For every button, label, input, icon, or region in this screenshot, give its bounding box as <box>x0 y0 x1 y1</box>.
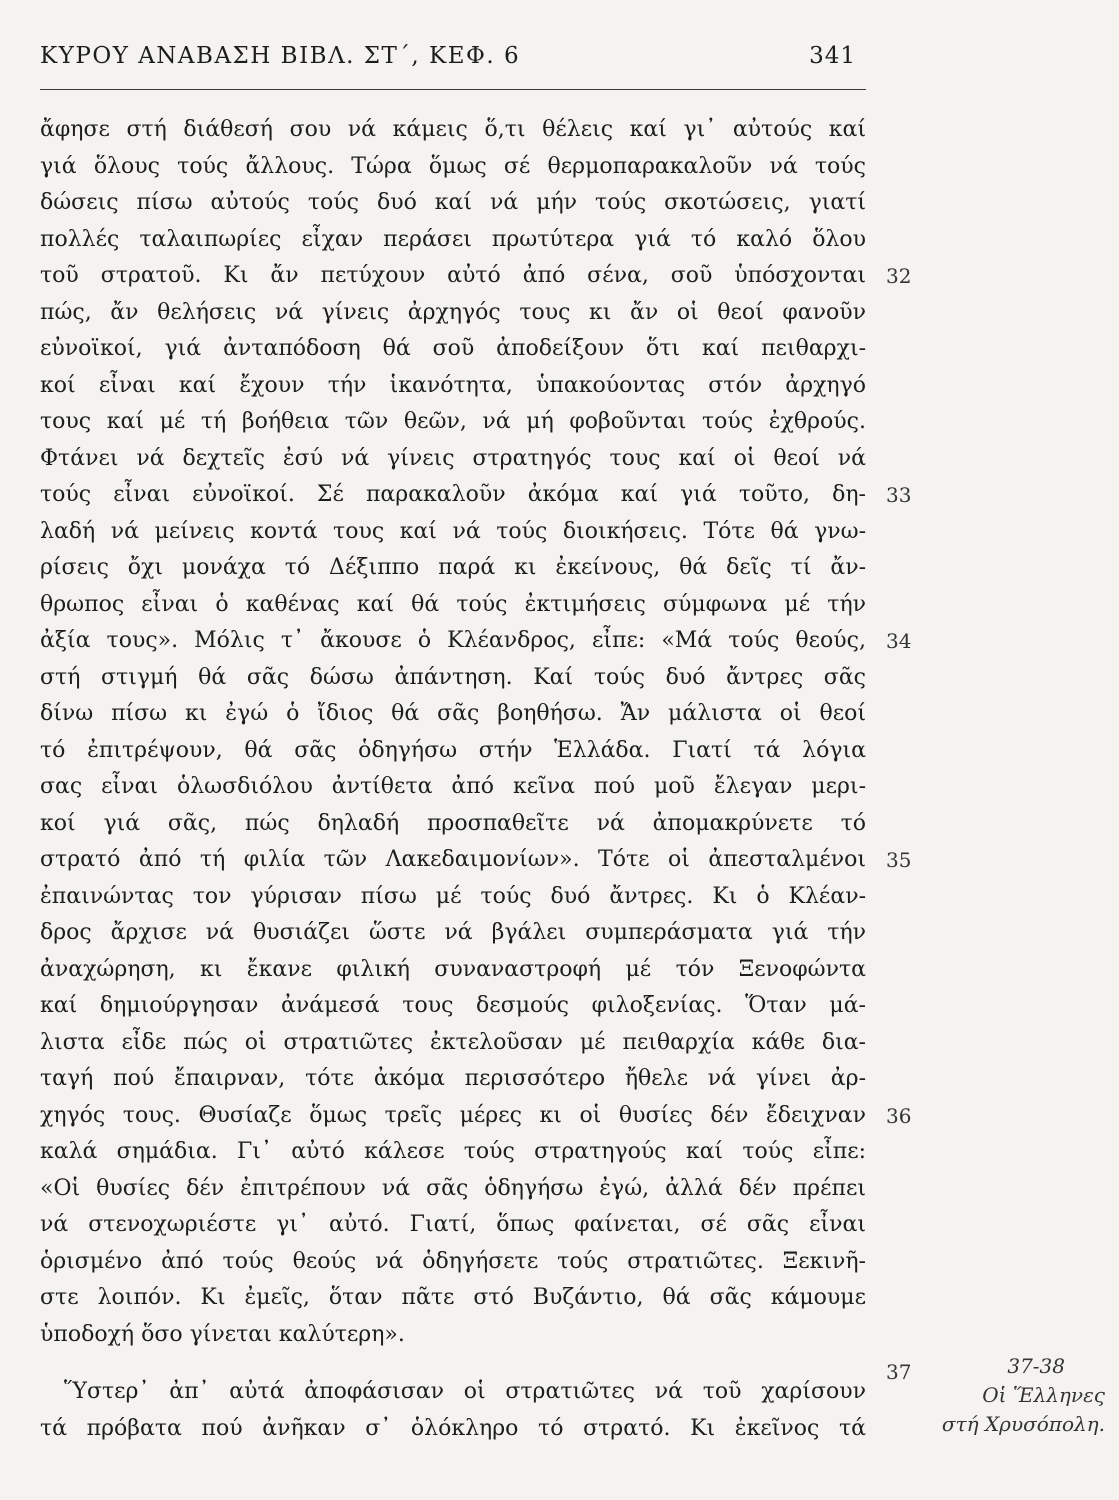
text-line: νά στενοχωριέστε γι᾽ αὐτό. Γιατί, ὅπως φαίνεται, σέ σᾶς εἶναι <box>40 1212 866 1237</box>
text-line: τους καί μέ τή βοήθεια τῶν θεῶν, νά μή φοβοῦνται τούς ἐχθρούς. <box>40 409 866 434</box>
text-line: ἀναχώρηση, κι ἔκανε φιλική συναναστροφή μέ τόν Ξενοφώντα <box>40 956 866 982</box>
text-line: Φτάνει νά δεχτεῖς ἐσύ νά γίνεις στρατηγός τους καί οἱ θεοί νά <box>40 445 866 471</box>
text-line: Ὕστερ᾽ ἀπ᾽ αὐτά ἀποφάσισαν οἱ στρατιῶτες νά τοῦ χαρίσουν <box>64 1379 866 1404</box>
text-line: ὑποδοχή ὅσο γίνεται καλύτερη». <box>40 1321 405 1347</box>
text-line: ἄφησε στή διάθεσή σου νά κάμεις ὅ,τι θέλεις καί γι᾽ αὐτούς καί <box>40 117 866 142</box>
text-line: ἐπαινώντας τον γύρισαν πίσω μέ τούς δυό ἄντρες. Κι ὁ Κλέαν- <box>40 883 866 909</box>
text-line: τό ἐπιτρέψουν, θά σᾶς ὁδηγήσω στήν Ἑλλάδα. Γιατί τά λόγια <box>40 737 866 763</box>
section-number: 34 <box>886 629 912 653</box>
running-head: ΚΥΡΟΥ ΑΝΑΒΑΣΗ ΒΙΒΛ. ΣΤ΄, ΚΕΦ. 6 <box>40 43 521 69</box>
text-line: κοί γιά σᾶς, πώς δηλαδή προσπαθεῖτε νά ἀπομακρύνετε τό <box>40 810 866 836</box>
text-line: στε λοιπόν. Κι ἐμεῖς, ὅταν πᾶτε στό Βυζάντιο, θά σᾶς κάμουμε <box>40 1285 866 1310</box>
text-line: «Οἱ θυσίες δέν ἐπιτρέπουν νά σᾶς ὁδηγήσω ἐγώ, ἀλλά δέν πρέπει <box>40 1175 866 1201</box>
text-line: πώς, ἄν θελήσεις νά γίνεις ἀρχηγός τους κι ἄν οἱ θεοί φανοῦν <box>40 299 866 325</box>
body-text <box>40 112 866 1447</box>
side-note-range: 37-38 <box>1007 1354 1065 1378</box>
text-line: λιστα εἶδε πώς οἱ στρατιῶτες ἐκτελοῦσαν μέ πειθαρχία κάθε δια- <box>40 1029 866 1055</box>
text-line: λαδή νά μείνεις κοντά τους καί νά τούς διοικήσεις. Τότε θά γνω- <box>40 518 866 544</box>
text-line: τά πρόβατα πού ἀνῆκαν σ᾽ ὁλόκληρο τό στρατό. Κι ἐκεῖνος τά <box>40 1415 866 1441</box>
text-line: εὐνοϊκοί, γιά ἀνταπόδοση θά σοῦ ἀποδείξουν ὅτι καί πειθαρχι- <box>40 336 866 361</box>
section-number: 35 <box>886 848 912 872</box>
paragraph-gap <box>40 1353 866 1374</box>
section-number: 37 <box>886 1360 912 1384</box>
text-line: θρωπος εἶναι ὁ καθένας καί θά τούς ἐκτιμήσεις σύμφωνα μέ τήν <box>40 591 866 617</box>
text-line: καί δημιούργησαν ἀνάμεσά τους δεσμούς φιλοξενίας. Ὅταν μά- <box>40 993 866 1018</box>
text-line: γιά ὅλους τούς ἄλλους. Τώρα ὅμως σέ θερμοπαρακαλοῦν νά τούς <box>40 153 866 179</box>
section-number: 33 <box>886 483 912 507</box>
section-number: 32 <box>886 264 912 288</box>
text-line: ὁρισμένο ἀπό τούς θεούς νά ὁδηγήσετε τούς στρατιῶτες. Ξεκινῆ- <box>40 1248 866 1274</box>
text-line: δίνω πίσω κι ἐγώ ὁ ἴδιος θά σᾶς βοηθήσω. Ἄν μάλιστα οἱ θεοί <box>40 701 866 726</box>
text-line: τούς εἶναι εὐνοϊκοί. Σέ παρακαλοῦν ἀκόμα καί γιά τοῦτο, δη- <box>40 482 866 507</box>
section-number: 36 <box>886 1104 912 1128</box>
side-note-text: στή Χρυσόπολη. <box>941 1412 1105 1436</box>
text-line: πολλές ταλαιπωρίες εἶχαν περάσει πρωτύτερα γιά τό καλό ὅλου <box>40 226 866 252</box>
side-note-text: Οἱ Ἕλληνες <box>982 1383 1105 1407</box>
text-line: καλά σημάδια. Γι᾽ αὐτό κάλεσε τούς στρατηγούς καί τούς εἶπε: <box>40 1139 866 1164</box>
text-line: ρίσεις ὄχι μονάχα τό Δέξιππο παρά κι ἐκείνους, θά δεῖς τί ἄν- <box>40 555 866 580</box>
page-number: 341 <box>809 43 856 69</box>
text-line: ταγή πού ἔπαιρναν, τότε ἀκόμα περισσότερο ἤθελε νά γίνει ἀρ- <box>40 1066 866 1091</box>
side-note <box>915 1352 1105 1439</box>
text-line: ἀξία τους». Μόλις τ᾽ ἄκουσε ὁ Κλέανδρος, εἶπε: «Μά τούς θεούς, <box>40 628 866 653</box>
text-line: δρος ἄρχισε νά θυσιάζει ὥστε νά βγάλει συμπεράσματα γιά τήν <box>40 920 866 945</box>
text-line: τοῦ στρατοῦ. Κι ἄν πετύχουν αὐτό ἀπό σένα, σοῦ ὑπόσχονται <box>40 263 866 288</box>
text-line: σας εἶναι ὁλωσδιόλου ἀντίθετα ἀπό κεῖνα πού μοῦ ἔλεγαν μερι- <box>40 774 866 799</box>
text-line: στή στιγμή θά σᾶς δώσω ἀπάντηση. Καί τούς δυό ἄντρες σᾶς <box>40 664 866 690</box>
text-line: στρατό ἀπό τή φιλία τῶν Λακεδαιμονίων». Τότε οἱ ἀπεσταλμένοι <box>40 847 866 872</box>
text-line: κοί εἶναι καί ἔχουν τήν ἱκανότητα, ὑπακούοντας στόν ἀρχηγό <box>40 372 866 398</box>
text-line: χηγός τους. Θυσίαζε ὅμως τρεῖς μέρες κι οἱ θυσίες δέν ἔδειχναν <box>40 1102 866 1128</box>
page-header <box>40 43 866 90</box>
text-line: δώσεις πίσω αὐτούς τούς δυό καί νά μήν τούς σκοτώσεις, γιατί <box>40 190 866 215</box>
